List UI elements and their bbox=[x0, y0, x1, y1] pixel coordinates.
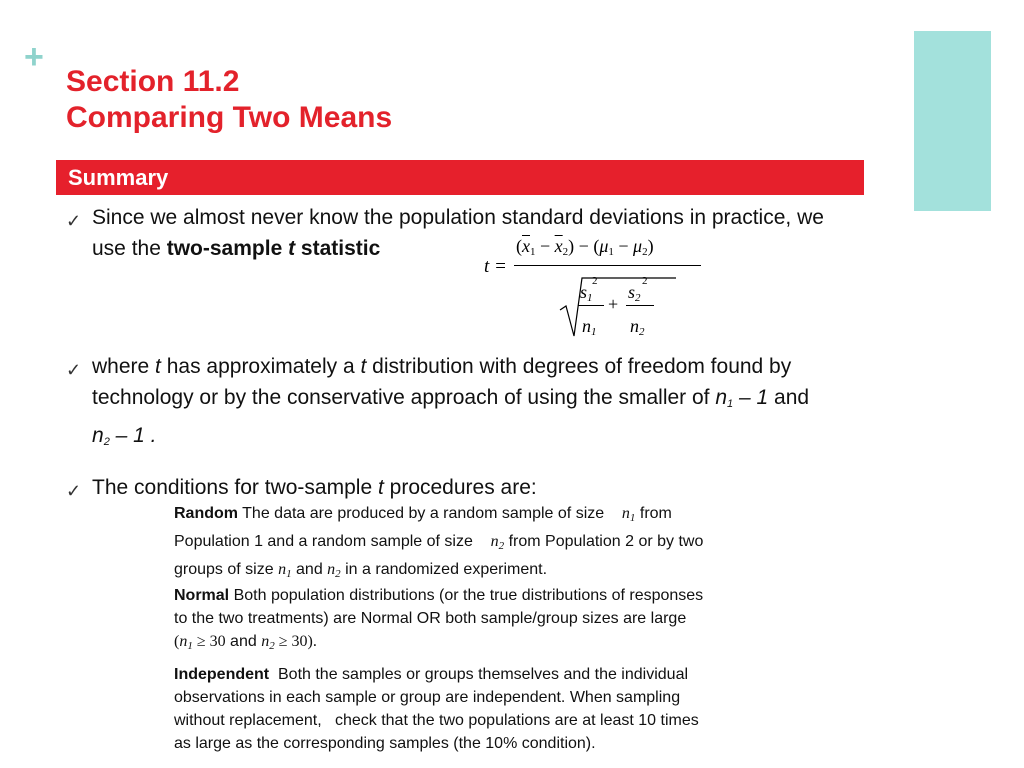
sub: 1 bbox=[608, 246, 614, 258]
minus: − bbox=[574, 236, 594, 256]
bold-text: two-sample bbox=[166, 237, 289, 260]
n2 bbox=[327, 561, 341, 578]
condition-normal bbox=[174, 584, 854, 658]
title-line-1: Section 11.2 bbox=[66, 65, 240, 98]
paren: ). bbox=[307, 633, 317, 650]
sup: 2 bbox=[642, 275, 648, 287]
sub: 1 bbox=[187, 640, 193, 652]
fraction-bar bbox=[514, 265, 701, 266]
text: from bbox=[639, 505, 672, 522]
bullet-2 bbox=[92, 351, 1002, 458]
sub: 2 bbox=[635, 292, 641, 304]
checkmark-icon: ✓ bbox=[66, 481, 82, 501]
ge-30: ≥ 30 bbox=[192, 633, 226, 650]
s2-squared bbox=[628, 282, 641, 304]
text: Both the samples or groups themselves and the individual bbox=[278, 666, 689, 683]
n2 bbox=[261, 633, 275, 650]
n: n bbox=[490, 533, 499, 550]
n1 bbox=[622, 505, 636, 522]
sub: 2 bbox=[642, 246, 648, 258]
fraction-bar bbox=[578, 305, 604, 306]
mu-2: μ bbox=[633, 236, 643, 256]
independent-label: Independent bbox=[174, 666, 270, 683]
text: Both population distributions (or the true distributions of responses bbox=[233, 587, 704, 604]
mu-1: μ bbox=[599, 236, 609, 256]
condition-random bbox=[174, 502, 854, 586]
paren: ( bbox=[174, 633, 180, 650]
text: has approximately a bbox=[160, 355, 361, 378]
minus: − bbox=[535, 236, 555, 256]
normal-line-1 bbox=[174, 584, 854, 607]
sub: 1 bbox=[629, 512, 636, 524]
text: Population 1 and a random sample of size bbox=[174, 533, 473, 550]
sup: 2 bbox=[592, 275, 598, 287]
independent-line-4: as large as the corresponding samples (the 10% condition). bbox=[174, 735, 596, 752]
t-italic: t bbox=[155, 355, 161, 378]
t-italic: t bbox=[377, 476, 384, 499]
normal-line-3 bbox=[174, 630, 854, 658]
bullet-2-line-2 bbox=[92, 382, 1002, 420]
x-bar-1: $\overline{x}$ bbox=[522, 236, 530, 256]
s1-squared bbox=[580, 282, 593, 304]
tail: – 1 bbox=[733, 386, 769, 409]
sub: 2 bbox=[562, 246, 569, 258]
n1 bbox=[582, 316, 597, 338]
n: n bbox=[179, 633, 188, 650]
s2: s bbox=[628, 282, 636, 302]
random-line-3 bbox=[174, 558, 854, 586]
text: distribution with degrees of freedom found by bbox=[366, 355, 792, 378]
text: where bbox=[92, 355, 156, 378]
paren: ) bbox=[647, 236, 654, 256]
summary-label: Summary bbox=[68, 165, 169, 190]
random-line-1 bbox=[174, 502, 854, 530]
summary-banner bbox=[56, 160, 864, 195]
bullet-2-line-1 bbox=[92, 351, 1002, 382]
n: n bbox=[715, 386, 728, 409]
sub: 1 bbox=[587, 292, 593, 304]
normal-line-2: to the two treatments) are Normal OR both sample/group sizes are large bbox=[174, 610, 687, 627]
bullet-1-text: use the bbox=[92, 237, 167, 260]
two-sample-t-formula bbox=[484, 236, 714, 342]
s1: s bbox=[580, 282, 588, 302]
paren: ) bbox=[568, 236, 575, 256]
bullet-1-bold bbox=[167, 237, 381, 260]
text: The conditions for two-sample bbox=[92, 476, 378, 499]
formula-lhs: t = bbox=[484, 256, 507, 277]
n1 bbox=[179, 633, 193, 650]
text: and bbox=[296, 561, 323, 578]
text: and bbox=[768, 386, 810, 409]
condition-independent bbox=[174, 663, 854, 755]
n1 bbox=[278, 561, 292, 578]
sub: 2 bbox=[269, 640, 275, 652]
sub: 2 bbox=[498, 540, 505, 552]
page-title bbox=[66, 64, 392, 136]
n2 bbox=[630, 316, 645, 338]
sub: 2 bbox=[639, 326, 645, 338]
bullet-1-line-1: Since we almost never know the population standard deviations in practice, we bbox=[92, 206, 824, 229]
n: n bbox=[582, 316, 591, 336]
t-italic: t bbox=[360, 355, 367, 378]
sub: 2 bbox=[335, 568, 341, 580]
text: and bbox=[225, 633, 262, 650]
sub: 1 bbox=[286, 568, 292, 580]
bold-text-end: statistic bbox=[295, 237, 381, 260]
bold-italic-t: t bbox=[288, 237, 296, 260]
sub: 1 bbox=[591, 326, 597, 338]
checkmark-icon: ✓ bbox=[66, 360, 82, 380]
sub: 1 bbox=[530, 246, 536, 258]
text: in a randomized experiment. bbox=[345, 561, 548, 578]
plus-sign: + bbox=[608, 294, 619, 314]
plus-icon: + bbox=[24, 38, 44, 76]
decorative-teal-block bbox=[914, 31, 991, 211]
paren: ( bbox=[593, 236, 600, 256]
sub: 1 bbox=[727, 398, 734, 410]
n: n bbox=[278, 561, 287, 578]
n: n bbox=[327, 561, 336, 578]
n2 bbox=[491, 533, 505, 550]
ge-30: ≥ 30 bbox=[274, 633, 308, 650]
text: technology or by the conservative approach of using the smaller of bbox=[92, 386, 716, 409]
n2-italic bbox=[92, 424, 157, 447]
bullet-2-line-3 bbox=[92, 420, 1002, 458]
independent-line-1 bbox=[174, 663, 854, 686]
n: n bbox=[630, 316, 639, 336]
x-bar-2: $\overline{x}$ bbox=[554, 236, 563, 256]
bullet-3 bbox=[92, 472, 537, 503]
paren: ( bbox=[516, 236, 522, 256]
minus: − bbox=[613, 236, 634, 256]
n: n bbox=[621, 505, 630, 522]
n: n bbox=[261, 633, 270, 650]
text: The data are produced by a random sample of size bbox=[242, 505, 605, 522]
checkmark-icon: ✓ bbox=[66, 211, 82, 231]
independent-line-3: without replacement, check that the two populations are at least 10 times bbox=[174, 712, 699, 729]
random-label: Random bbox=[174, 505, 238, 522]
n: n bbox=[92, 424, 104, 447]
normal-label: Normal bbox=[174, 587, 230, 604]
formula-numerator bbox=[516, 236, 654, 258]
title-line-2: Comparing Two Means bbox=[66, 101, 393, 134]
fraction-bar bbox=[626, 305, 654, 306]
independent-line-2: observations in each sample or group are independent. When sampling bbox=[174, 689, 681, 706]
text: groups of size bbox=[174, 561, 274, 578]
sub: 2 bbox=[103, 436, 110, 448]
n1-italic bbox=[715, 386, 768, 409]
text: procedures are: bbox=[383, 476, 537, 499]
text: from Population 2 or by two bbox=[508, 533, 704, 550]
random-line-2 bbox=[174, 530, 854, 558]
tail: – 1 . bbox=[109, 424, 157, 447]
